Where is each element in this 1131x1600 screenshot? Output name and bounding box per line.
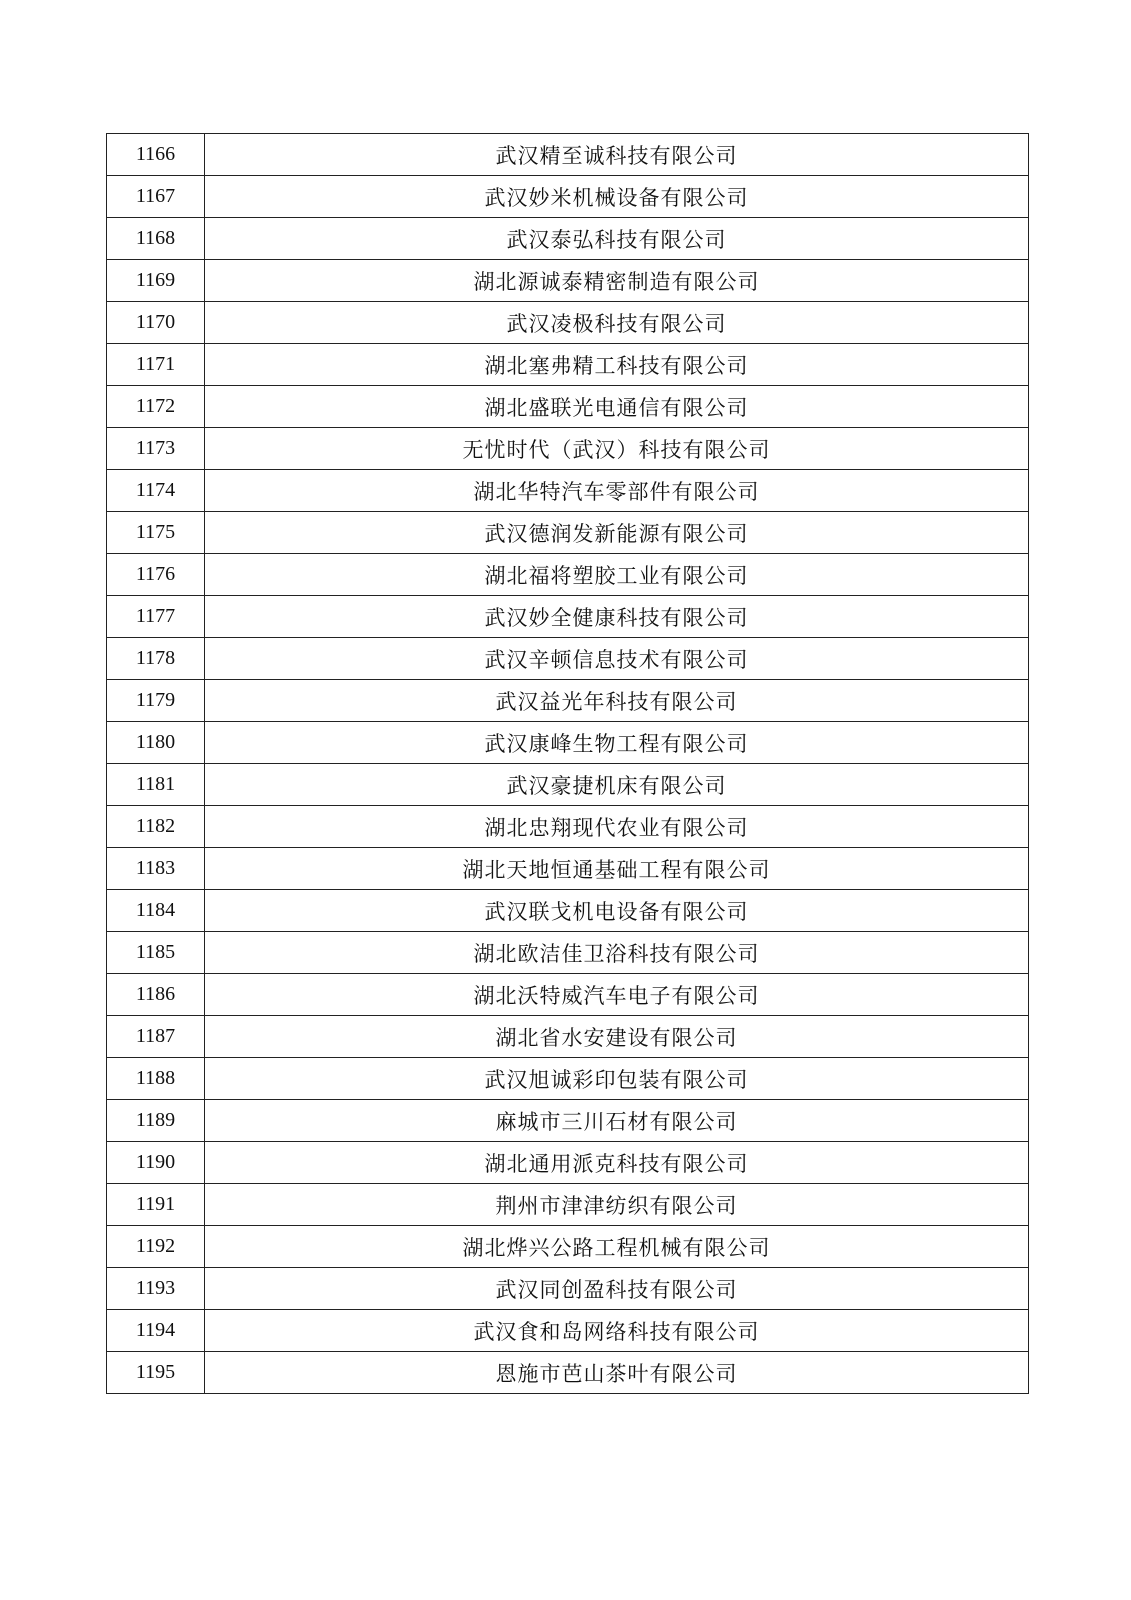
row-number: 1172 [107, 386, 205, 428]
table-row [107, 638, 1029, 680]
table-row [107, 428, 1029, 470]
row-number: 1166 [107, 134, 205, 176]
row-number: 1192 [107, 1226, 205, 1268]
company-name: 湖北省水安建设有限公司 [205, 1016, 1029, 1058]
company-name: 武汉辛顿信息技术有限公司 [205, 638, 1029, 680]
row-number: 1187 [107, 1016, 205, 1058]
table-row [107, 134, 1029, 176]
company-name: 湖北天地恒通基础工程有限公司 [205, 848, 1029, 890]
row-number: 1193 [107, 1268, 205, 1310]
table-row [107, 1142, 1029, 1184]
table-row [107, 764, 1029, 806]
table-row [107, 932, 1029, 974]
table-row [107, 1100, 1029, 1142]
company-name: 湖北通用派克科技有限公司 [205, 1142, 1029, 1184]
table-row [107, 470, 1029, 512]
table-row [107, 806, 1029, 848]
row-number: 1195 [107, 1352, 205, 1394]
row-number: 1184 [107, 890, 205, 932]
company-name: 武汉德润发新能源有限公司 [205, 512, 1029, 554]
table-row [107, 554, 1029, 596]
company-name: 湖北烨兴公路工程机械有限公司 [205, 1226, 1029, 1268]
company-name: 武汉妙米机械设备有限公司 [205, 176, 1029, 218]
table-row [107, 1310, 1029, 1352]
company-name: 麻城市三川石材有限公司 [205, 1100, 1029, 1142]
company-name: 武汉康峰生物工程有限公司 [205, 722, 1029, 764]
company-name: 湖北盛联光电通信有限公司 [205, 386, 1029, 428]
table-row [107, 974, 1029, 1016]
table-row [107, 1058, 1029, 1100]
row-number: 1190 [107, 1142, 205, 1184]
company-name: 武汉同创盈科技有限公司 [205, 1268, 1029, 1310]
company-name: 湖北塞弗精工科技有限公司 [205, 344, 1029, 386]
table-row [107, 218, 1029, 260]
row-number: 1177 [107, 596, 205, 638]
row-number: 1186 [107, 974, 205, 1016]
row-number: 1185 [107, 932, 205, 974]
company-name: 武汉妙全健康科技有限公司 [205, 596, 1029, 638]
table-row [107, 1184, 1029, 1226]
row-number: 1189 [107, 1100, 205, 1142]
row-number: 1194 [107, 1310, 205, 1352]
company-name: 无忧时代（武汉）科技有限公司 [205, 428, 1029, 470]
company-name: 湖北华特汽车零部件有限公司 [205, 470, 1029, 512]
company-name: 恩施市芭山茶叶有限公司 [205, 1352, 1029, 1394]
company-name: 武汉凌极科技有限公司 [205, 302, 1029, 344]
row-number: 1167 [107, 176, 205, 218]
company-list-body [107, 134, 1029, 1394]
company-name: 武汉豪捷机床有限公司 [205, 764, 1029, 806]
company-list-table [106, 133, 1029, 1394]
company-name: 武汉旭诚彩印包装有限公司 [205, 1058, 1029, 1100]
row-number: 1170 [107, 302, 205, 344]
row-number: 1178 [107, 638, 205, 680]
row-number: 1168 [107, 218, 205, 260]
table-row [107, 1016, 1029, 1058]
row-number: 1188 [107, 1058, 205, 1100]
row-number: 1169 [107, 260, 205, 302]
table-row [107, 344, 1029, 386]
row-number: 1175 [107, 512, 205, 554]
company-name: 湖北忠翔现代农业有限公司 [205, 806, 1029, 848]
table-row [107, 596, 1029, 638]
table-row [107, 1226, 1029, 1268]
table-row [107, 302, 1029, 344]
company-name: 湖北源诚泰精密制造有限公司 [205, 260, 1029, 302]
row-number: 1179 [107, 680, 205, 722]
company-name: 湖北福将塑胶工业有限公司 [205, 554, 1029, 596]
row-number: 1171 [107, 344, 205, 386]
company-name: 武汉精至诚科技有限公司 [205, 134, 1029, 176]
company-name: 湖北欧洁佳卫浴科技有限公司 [205, 932, 1029, 974]
table-row [107, 260, 1029, 302]
company-name: 武汉联戈机电设备有限公司 [205, 890, 1029, 932]
table-row [107, 176, 1029, 218]
company-name: 武汉食和岛网络科技有限公司 [205, 1310, 1029, 1352]
table-row [107, 848, 1029, 890]
row-number: 1181 [107, 764, 205, 806]
company-name: 荆州市津津纺织有限公司 [205, 1184, 1029, 1226]
table-row [107, 680, 1029, 722]
company-name: 武汉益光年科技有限公司 [205, 680, 1029, 722]
row-number: 1182 [107, 806, 205, 848]
table-row [107, 1268, 1029, 1310]
table-row [107, 722, 1029, 764]
row-number: 1176 [107, 554, 205, 596]
table-row [107, 512, 1029, 554]
company-name: 湖北沃特威汽车电子有限公司 [205, 974, 1029, 1016]
row-number: 1180 [107, 722, 205, 764]
row-number: 1183 [107, 848, 205, 890]
table-row [107, 1352, 1029, 1394]
row-number: 1191 [107, 1184, 205, 1226]
table-row [107, 386, 1029, 428]
row-number: 1173 [107, 428, 205, 470]
company-name: 武汉泰弘科技有限公司 [205, 218, 1029, 260]
row-number: 1174 [107, 470, 205, 512]
table-row [107, 890, 1029, 932]
